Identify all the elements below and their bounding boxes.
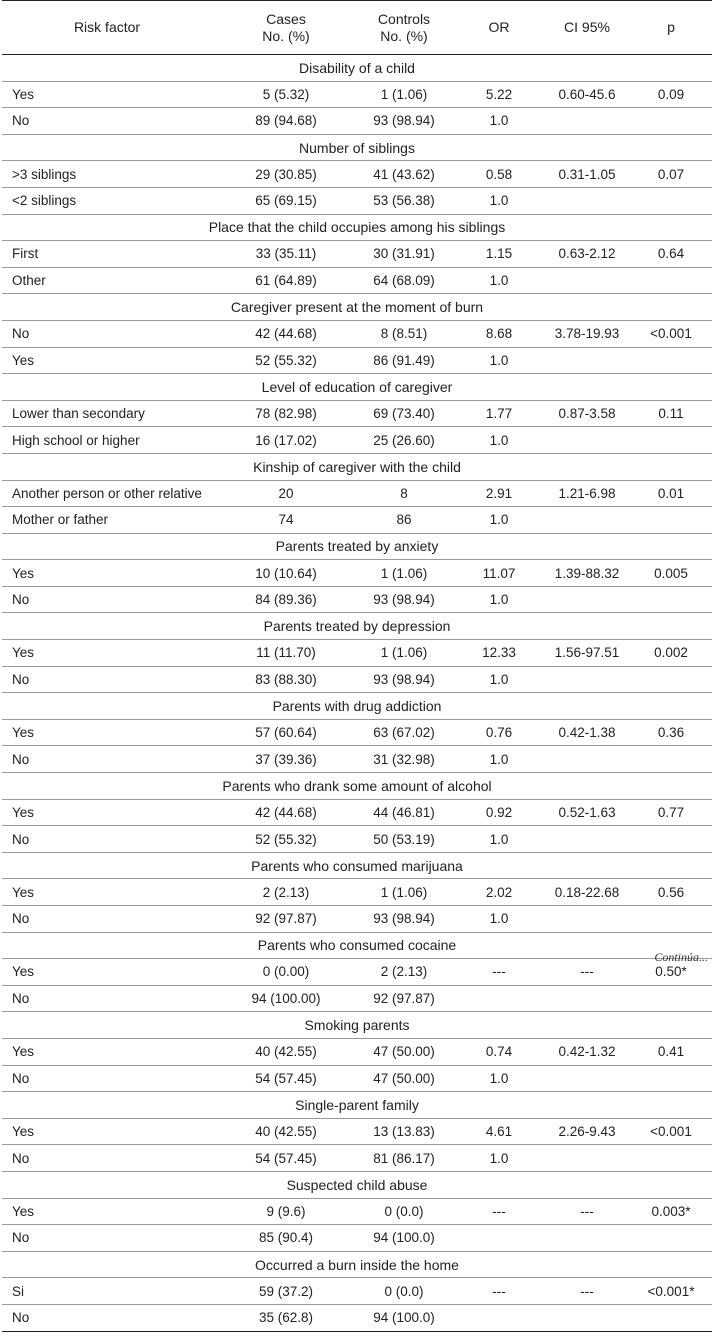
controls-value: 86 (91.49) (373, 352, 435, 368)
p-value: 0.003* (651, 1203, 691, 1219)
cases-value: 61 (64.89) (255, 273, 317, 289)
row-label: Mother or father (12, 512, 109, 528)
cases-value: 0 (0.00) (262, 964, 310, 980)
ci-value (532, 348, 642, 374)
cases-value: 9 (9.6) (266, 1203, 306, 1219)
row-label: Yes (12, 964, 35, 980)
header-ci: CI 95% (564, 19, 610, 35)
or-value: 8.68 (485, 326, 513, 342)
table-body (2, 55, 712, 1332)
p-value (630, 108, 712, 134)
ci-value (532, 1066, 642, 1092)
row-label: No (12, 1230, 30, 1246)
row-label: Si (12, 1283, 25, 1299)
p-value: 0.005 (654, 565, 688, 581)
ci-value (532, 667, 642, 693)
cases-value: 52 (55.32) (255, 352, 317, 368)
row-label: Yes (12, 1203, 35, 1219)
section-header-row (2, 215, 712, 242)
row-label: No (12, 671, 30, 687)
cases-value: 40 (42.55) (255, 1124, 317, 1140)
cases-value: 37 (39.36) (255, 751, 317, 767)
controls-value: 0 (0.0) (384, 1283, 424, 1299)
controls-value: 13 (13.83) (373, 1124, 435, 1140)
p-value: 0.77 (657, 804, 685, 820)
controls-value: 0 (0.0) (384, 1203, 424, 1219)
or-value: 5.22 (485, 86, 513, 102)
controls-value: 93 (98.94) (373, 911, 435, 927)
or-value: --- (492, 1203, 506, 1219)
controls-value: 92 (97.87) (373, 991, 435, 1007)
cases-value: 65 (69.15) (255, 193, 317, 209)
or-value: 4.61 (485, 1124, 513, 1140)
ci-value: 1.56-97.51 (554, 645, 620, 661)
p-value (630, 1305, 712, 1331)
controls-value: 63 (67.02) (373, 725, 435, 741)
table-row (2, 1039, 712, 1066)
cases-value: 10 (10.64) (255, 565, 317, 581)
or-value: 1.0 (489, 751, 509, 767)
row-label: No (12, 1310, 30, 1326)
section-header-row (2, 773, 712, 800)
cases-value: 84 (89.36) (255, 592, 317, 608)
section-title: Single-parent family (295, 1096, 419, 1113)
section-title: Disability of a child (299, 59, 415, 76)
controls-value: 41 (43.62) (373, 166, 435, 182)
row-label: High school or higher (12, 432, 140, 448)
ci-value: --- (580, 1283, 594, 1299)
table-row (2, 667, 712, 694)
row-label: Yes (12, 1124, 35, 1140)
or-value (465, 1305, 533, 1331)
cases-value: 42 (44.68) (255, 804, 317, 820)
row-label: No (12, 751, 30, 767)
header-risk-factor: Risk factor (73, 19, 141, 35)
ci-value (532, 108, 642, 134)
table-row (2, 241, 712, 268)
table-row (2, 746, 712, 773)
table-row (2, 481, 712, 508)
or-value: 11.07 (482, 565, 516, 581)
p-value (630, 667, 712, 693)
p-value (630, 1225, 712, 1251)
cases-value: 57 (60.64) (255, 725, 317, 741)
row-label: No (12, 592, 30, 608)
row-label: Yes (12, 884, 35, 900)
p-value: 0.64 (657, 246, 685, 262)
p-value: <0.001* (647, 1283, 695, 1299)
table-row (2, 1278, 712, 1305)
or-value: 1.0 (489, 193, 509, 209)
section-header-row (2, 1092, 712, 1119)
or-value: 1.0 (489, 831, 509, 847)
section-title: Level of education of caregiver (261, 378, 453, 395)
cases-value: 78 (82.98) (255, 406, 317, 422)
p-value (630, 1145, 712, 1171)
or-value: 1.0 (489, 1150, 509, 1166)
controls-value: 50 (53.19) (373, 831, 435, 847)
or-value: 1.0 (489, 671, 509, 687)
ci-value: 0.42-1.38 (558, 725, 616, 741)
ci-value (532, 427, 642, 453)
risk-factor-table (2, 0, 712, 1332)
section-header-row (2, 613, 712, 640)
row-label: No (12, 831, 30, 847)
continues-note: Continúa... (654, 950, 708, 964)
p-value: 0.01 (657, 485, 685, 501)
row-label: Lower than secondary (12, 406, 145, 422)
controls-value: 81 (86.17) (373, 1150, 435, 1166)
cases-value: 11 (11.70) (256, 645, 316, 661)
table-row (2, 879, 712, 906)
p-value: 0.07 (657, 166, 685, 182)
ci-value (532, 986, 642, 1012)
ci-value: 0.87-3.58 (558, 406, 616, 422)
p-value (630, 507, 712, 533)
header-p: p (667, 19, 675, 35)
cases-value: 20 (278, 485, 294, 501)
controls-value: 94 (100.0) (373, 1230, 435, 1246)
controls-value: 1 (1.06) (380, 565, 428, 581)
or-value: 1.0 (489, 512, 509, 528)
controls-value: 94 (100.0) (373, 1310, 435, 1326)
ci-value (532, 188, 642, 214)
cases-value: 59 (37.2) (258, 1283, 314, 1299)
header-cases-line2: No. (%) (262, 27, 310, 44)
p-value: 0.50* (655, 964, 687, 980)
section-header-row (2, 1252, 712, 1279)
p-value (630, 826, 712, 852)
table-row (2, 401, 712, 428)
table-row (2, 1066, 712, 1093)
controls-value: 1 (1.06) (380, 884, 428, 900)
table-row (2, 108, 712, 135)
or-value: 2.02 (485, 884, 513, 900)
ci-value (532, 507, 642, 533)
or-value: 1.0 (489, 911, 509, 927)
header-or: OR (488, 19, 510, 35)
or-value: 0.58 (485, 166, 513, 182)
section-title: Parents who consumed cocaine (257, 937, 457, 954)
row-label: Yes (12, 565, 35, 581)
ci-value: 0.31-1.05 (558, 166, 616, 182)
ci-value: 2.26-9.43 (558, 1124, 616, 1140)
p-value (630, 268, 712, 294)
row-label: Yes (12, 804, 35, 820)
p-value: 0.11 (658, 406, 684, 422)
row-label: Yes (12, 645, 35, 661)
ci-value: 0.42-1.32 (558, 1044, 616, 1060)
ci-value: 0.52-1.63 (558, 804, 616, 820)
p-value (630, 906, 712, 932)
section-header-row (2, 1172, 712, 1199)
section-header-row (2, 374, 712, 401)
row-label: Yes (12, 352, 35, 368)
table-row (2, 640, 712, 667)
row-label: No (12, 991, 30, 1007)
cases-value: 85 (90.4) (258, 1230, 314, 1246)
table-row (2, 321, 712, 348)
ci-value (532, 1145, 642, 1171)
row-label: No (12, 911, 30, 927)
table-row (2, 161, 712, 188)
section-header-row (2, 534, 712, 561)
row-label: Yes (12, 86, 35, 102)
or-value (465, 1225, 533, 1251)
cases-value: 29 (30.85) (255, 166, 317, 182)
p-value: 0.56 (657, 884, 685, 900)
table-row (2, 1225, 712, 1252)
or-value: 1.15 (485, 246, 513, 262)
ci-value (532, 746, 642, 772)
controls-value: 44 (46.81) (373, 804, 435, 820)
cases-value: 74 (278, 512, 294, 528)
row-label: No (12, 113, 30, 129)
table-row (2, 427, 712, 454)
controls-value: 93 (98.94) (373, 113, 435, 129)
ci-value (532, 587, 642, 613)
p-value (630, 1066, 712, 1092)
row-label: <2 siblings (12, 193, 77, 209)
or-value: 0.74 (485, 1044, 513, 1060)
or-value: 0.76 (485, 725, 513, 741)
section-header-row (2, 933, 712, 960)
ci-value: --- (580, 1203, 594, 1219)
section-title: Parents treated by anxiety (275, 538, 439, 555)
section-header-row (2, 853, 712, 880)
p-value (630, 746, 712, 772)
section-header-row (2, 693, 712, 720)
controls-value: 2 (2.13) (380, 964, 428, 980)
p-value: <0.001 (650, 326, 692, 342)
row-label: No (12, 1150, 30, 1166)
row-label: Yes (12, 725, 35, 741)
p-value (630, 986, 712, 1012)
controls-value: 47 (50.00) (373, 1044, 435, 1060)
ci-value: 0.63-2.12 (558, 246, 616, 262)
cases-value: 94 (100.00) (251, 991, 321, 1007)
p-value: <0.001 (650, 1124, 692, 1140)
or-value (465, 986, 533, 1012)
table-row (2, 959, 712, 986)
ci-value: --- (580, 964, 594, 980)
section-title: Smoking parents (304, 1017, 410, 1034)
section-title: Parents who drank some amount of alcohol (222, 777, 492, 794)
section-title: Occurred a burn inside the home (255, 1256, 459, 1273)
cases-value: 40 (42.55) (255, 1044, 317, 1060)
p-value (630, 188, 712, 214)
section-header-row (2, 1012, 712, 1039)
p-value: 0.36 (657, 725, 685, 741)
cases-value: 16 (17.02) (255, 432, 317, 448)
section-title: Parents treated by depression (263, 618, 451, 635)
cases-value: 33 (35.11) (255, 246, 317, 262)
section-title: Suspected child abuse (286, 1176, 428, 1193)
or-value: 1.0 (489, 592, 509, 608)
ci-value (532, 826, 642, 852)
table-row (2, 1199, 712, 1226)
header-controls-line1: Controls (377, 10, 431, 27)
section-title: Parents with drug addiction (272, 698, 442, 715)
cases-value: 42 (44.68) (255, 326, 317, 342)
cases-value: 5 (5.32) (262, 86, 310, 102)
cases-value: 2 (2.13) (262, 884, 310, 900)
header-controls (345, 1, 463, 54)
or-value: 1.0 (489, 273, 509, 289)
section-header-row (2, 135, 712, 162)
cases-value: 83 (88.30) (255, 671, 317, 687)
row-label: First (12, 246, 39, 262)
table-row (2, 1305, 712, 1332)
cases-value: 54 (57.45) (255, 1070, 317, 1086)
ci-value (532, 1225, 642, 1251)
table-header (2, 0, 712, 55)
controls-value: 53 (56.38) (373, 193, 435, 209)
table-row (2, 1145, 712, 1172)
or-value: 1.0 (489, 432, 509, 448)
controls-value: 93 (98.94) (373, 592, 435, 608)
or-value: 1.0 (489, 1070, 509, 1086)
controls-value: 25 (26.60) (373, 432, 435, 448)
or-value: 0.92 (485, 804, 513, 820)
cases-value: 92 (97.87) (255, 911, 317, 927)
ci-value: 3.78-19.93 (554, 326, 620, 342)
controls-value: 1 (1.06) (380, 86, 428, 102)
controls-value: 69 (73.40) (373, 406, 435, 422)
p-value: 0.09 (657, 86, 685, 102)
controls-value: 93 (98.94) (373, 671, 435, 687)
table-row (2, 560, 712, 587)
table-row (2, 188, 712, 215)
cases-value: 35 (62.8) (258, 1310, 314, 1326)
section-title: Number of siblings (299, 139, 415, 156)
ci-value (532, 1305, 642, 1331)
p-value (630, 427, 712, 453)
table-row (2, 720, 712, 747)
section-title: Caregiver present at the moment of burn (230, 299, 484, 316)
ci-value (532, 906, 642, 932)
table-row (2, 587, 712, 614)
section-header-row (2, 55, 712, 82)
controls-value: 64 (68.09) (373, 273, 435, 289)
p-value: 0.41 (657, 1044, 685, 1060)
section-title: Parents who consumed marijuana (251, 857, 463, 874)
row-label: Another person or other relative (12, 485, 202, 501)
or-value: 1.77 (485, 406, 513, 422)
controls-value: 1 (1.06) (380, 645, 428, 661)
section-header-row (2, 454, 712, 481)
controls-value: 31 (32.98) (373, 751, 435, 767)
header-cases (227, 1, 345, 54)
cases-value: 89 (94.68) (255, 113, 317, 129)
or-value: --- (492, 964, 506, 980)
p-value (630, 587, 712, 613)
table-row (2, 800, 712, 827)
ci-value: 0.60-45.6 (558, 86, 616, 102)
controls-value: 30 (31.91) (373, 246, 435, 262)
p-value (630, 348, 712, 374)
table-row (2, 826, 712, 853)
row-label: >3 siblings (12, 166, 77, 182)
ci-value: 1.21-6.98 (558, 485, 616, 501)
row-label: No (12, 1070, 30, 1086)
or-value: 12.33 (482, 645, 516, 661)
controls-value: 86 (396, 512, 412, 528)
controls-value: 8 (8.51) (380, 326, 428, 342)
or-value: 1.0 (489, 352, 509, 368)
table-row (2, 1119, 712, 1146)
ci-value (532, 268, 642, 294)
table-row (2, 906, 712, 933)
cases-value: 54 (57.45) (255, 1150, 317, 1166)
or-value: --- (492, 1283, 506, 1299)
controls-value: 8 (400, 485, 408, 501)
table-row (2, 348, 712, 375)
section-title: Kinship of caregiver with the child (253, 458, 461, 475)
or-value: 1.0 (489, 113, 509, 129)
controls-value: 47 (50.00) (373, 1070, 435, 1086)
row-label: Yes (12, 1044, 35, 1060)
table-row (2, 986, 712, 1013)
row-label: No (12, 326, 30, 342)
table-row (2, 268, 712, 295)
p-value: 0.002 (654, 645, 688, 661)
row-label: Other (12, 273, 46, 289)
header-controls-line2: No. (%) (380, 27, 428, 44)
ci-value: 1.39-88.32 (554, 565, 620, 581)
table-row (2, 82, 712, 109)
section-header-row (2, 294, 712, 321)
header-cases-line1: Cases (266, 10, 306, 27)
cases-value: 52 (55.32) (255, 831, 317, 847)
ci-value: 0.18-22.68 (554, 884, 620, 900)
or-value: 2.91 (485, 485, 513, 501)
table-row (2, 507, 712, 534)
section-title: Place that the child occupies among his siblings (208, 219, 506, 236)
